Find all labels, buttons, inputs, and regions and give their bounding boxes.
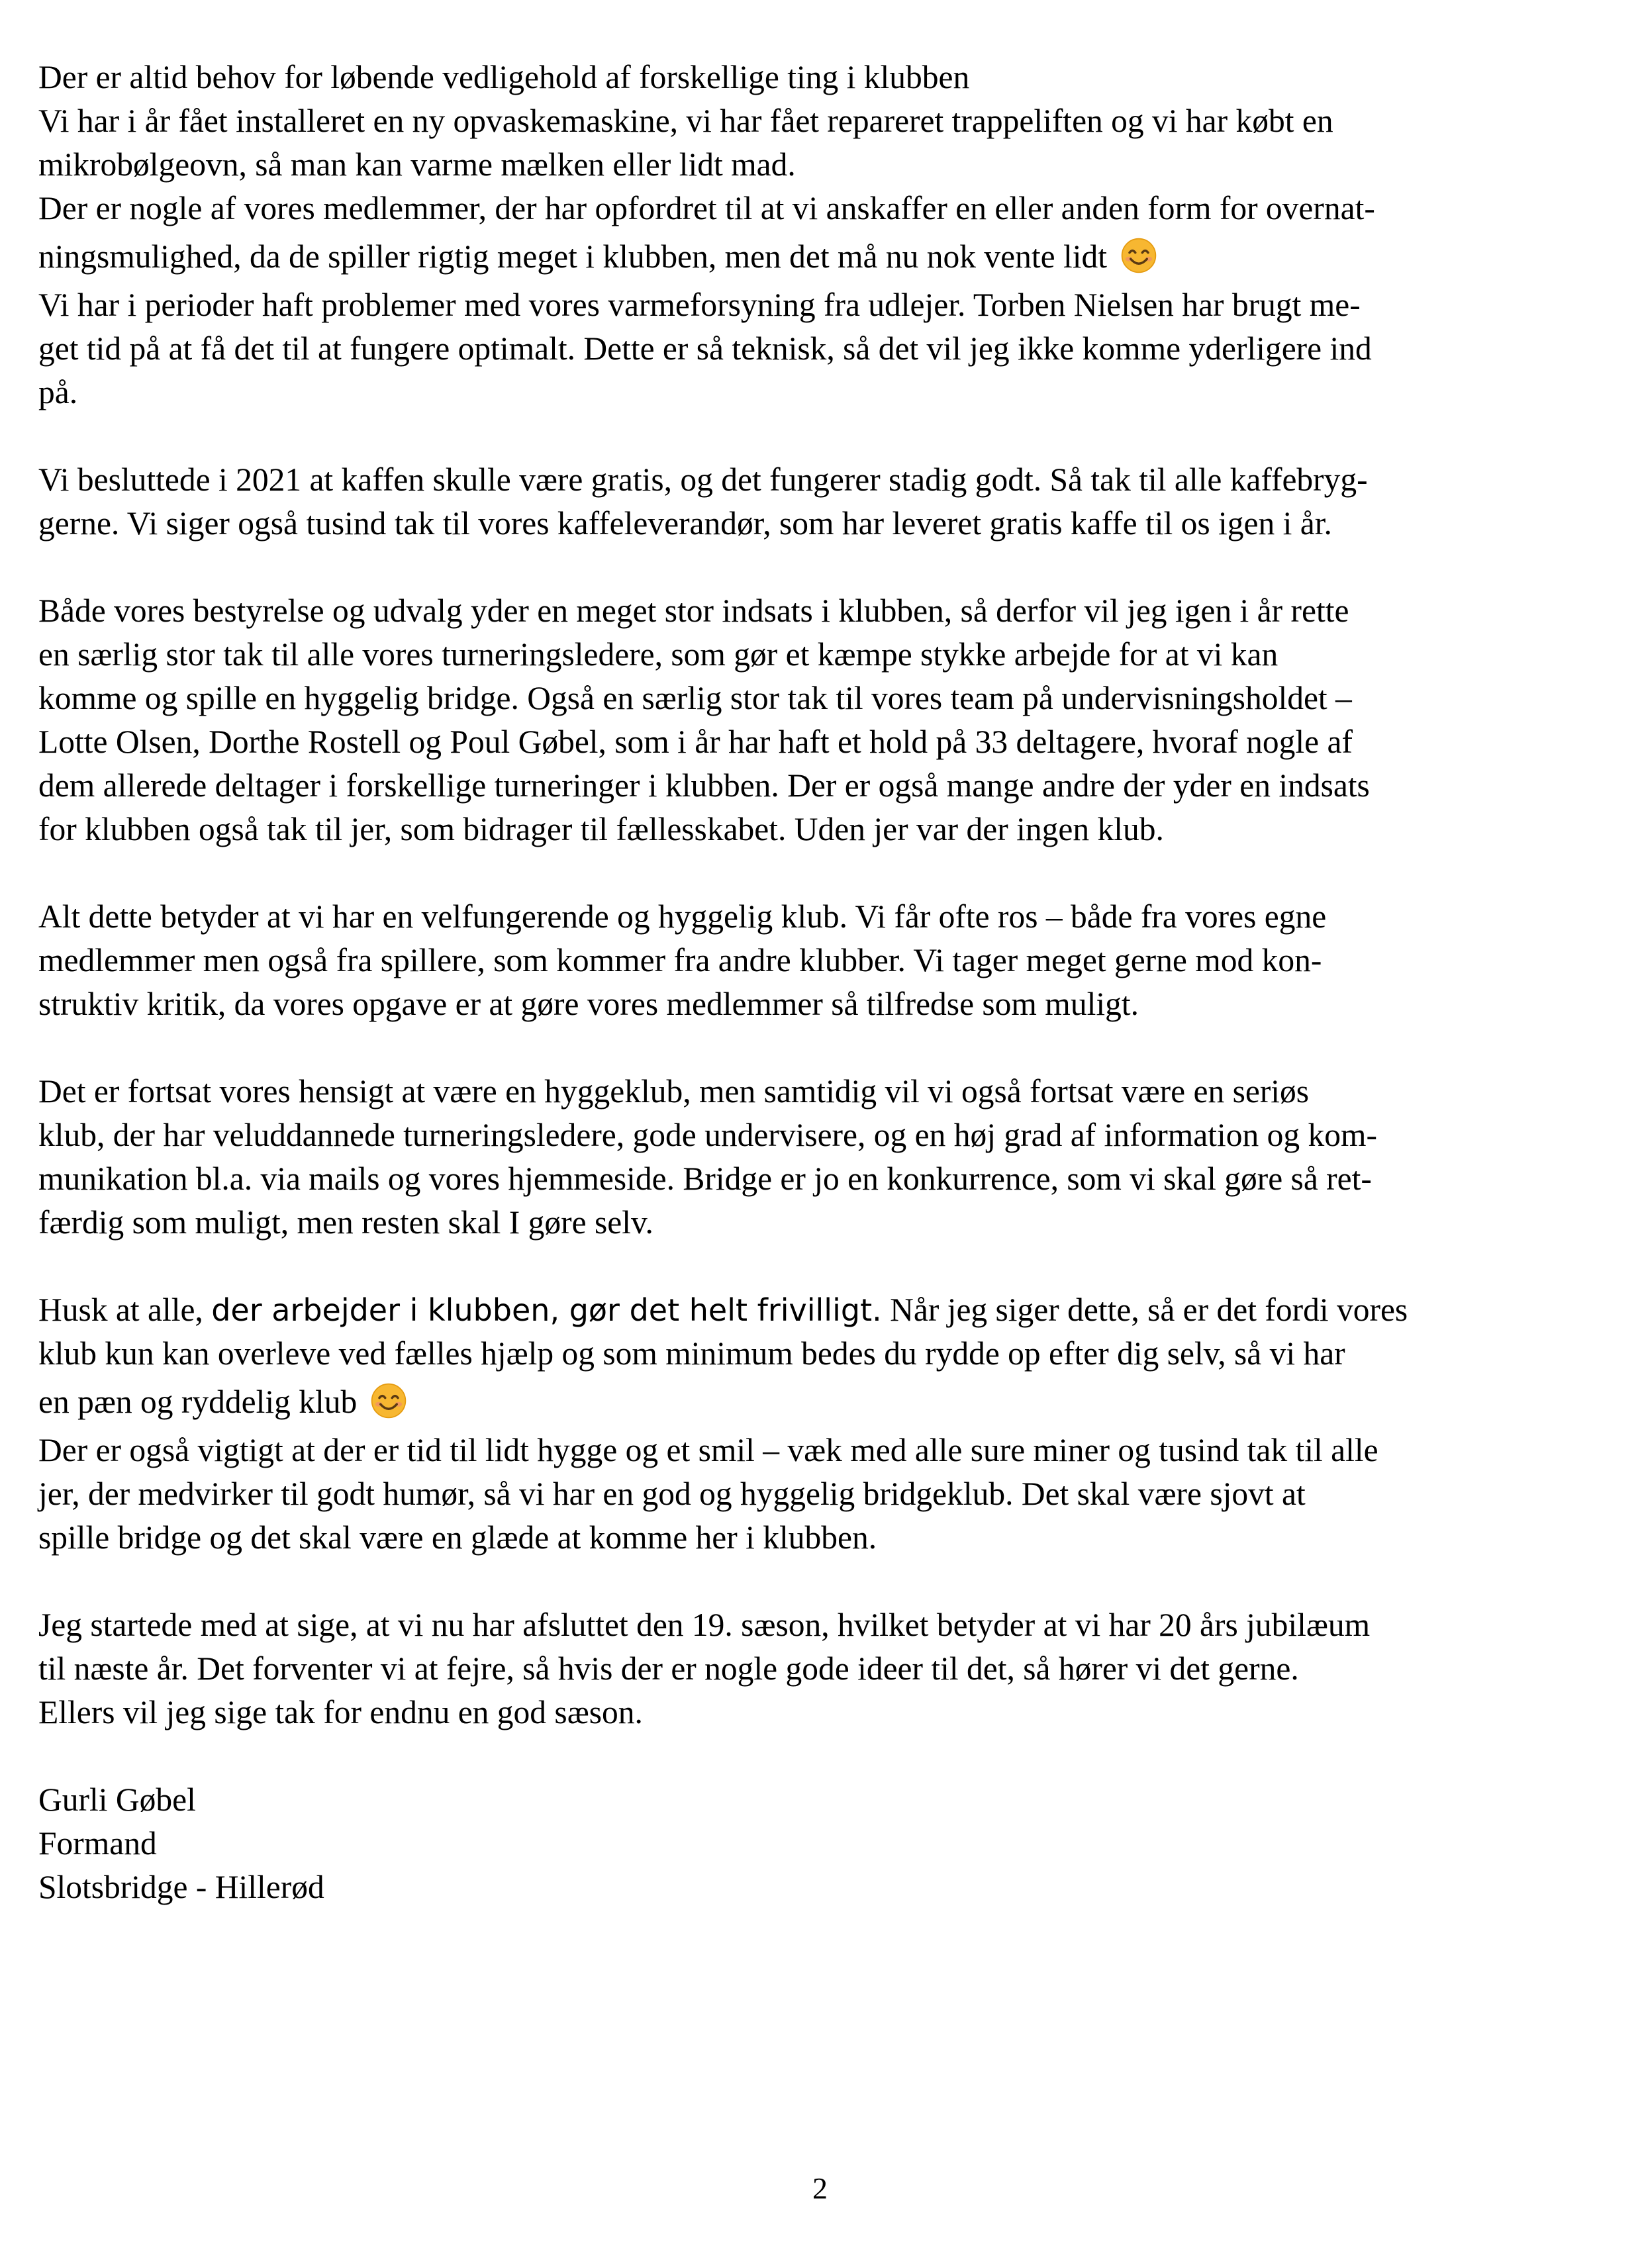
text-segment-sans: der arbejder i klubben, gør det helt frivilligt. [211,1292,882,1328]
text-line: Der er altid behov for løbende vedligehold af forskellige ting i klubben [38,59,970,95]
text-line: en pæn og ryddelig klub [38,1384,358,1420]
text-line: gerne. Vi siger også tusind tak til vores kaffeleverandør, som har leveret gratis kaffe til os igen i år. [38,505,1332,542]
signature-role: Formand [38,1825,157,1862]
text-line: Der er nogle af vores medlemmer, der har opfordret til at vi anskaffer en eller anden form for overnat- [38,190,1375,226]
smiling-face-emoji-icon [370,1382,407,1419]
text-line: ningsmulighed, da de spiller rigtig meget i klubben, men det må nu nok vente lidt [38,238,1107,275]
page-number: 2 [812,2171,828,2205]
paragraph-gap [38,414,1608,458]
text-line: en særlig stor tak til alle vores turneringsledere, som gør et kæmpe stykke arbejde for at vi kan [38,636,1278,673]
text-line: dem allerede deltager i forskellige turneringer i klubben. Der er også mange andre der yder en indsats [38,767,1370,804]
paragraph-gap [38,1026,1608,1070]
text-line: Både vores bestyrelse og udvalg yder en meget stor indsats i klubben, så derfor vil jeg igen i år rette [38,592,1349,629]
text-line: klub, der har veluddannede turneringsledere, gode undervisere, og en høj grad af information og kom- [38,1117,1377,1153]
text-line: Ellers vil jeg sige tak for endnu en god sæson. [38,1694,643,1730]
text-line: spille bridge og det skal være en glæde at komme her i klubben. [38,1519,877,1556]
paragraph-gap [38,545,1608,589]
paragraph-gap [38,851,1608,895]
text-line-with-emoji [38,230,1608,283]
text-line: klub kun kan overleve ved fælles hjælp og som minimum bedes du rydde op efter dig selv, så vi har [38,1335,1345,1372]
text-line: Vi besluttede i 2021 at kaffen skulle være gratis, og det fungerer stadig godt. Så tak til alle kaffebryg- [38,461,1368,498]
text-line: for klubben også tak til jer, som bidrager til fællesskabet. Uden jer var der ingen klub. [38,811,1164,847]
text-line-with-emoji [38,1376,1608,1429]
text-line: Vi har i perioder haft problemer med vores varmeforsyning fra udlejer. Torben Nielsen har brugt me- [38,287,1361,323]
text-line: struktiv kritik, da vores opgave er at gøre vores medlemmer så tilfredse som muligt. [38,986,1139,1022]
text-line: på. [38,374,78,410]
signature-name: Gurli Gøbel [38,1781,196,1818]
text-segment: Når jeg siger dette, så er det fordi vores [890,1292,1408,1328]
text-line: get tid på at få det til at fungere optimalt. Dette er så teknisk, så det vil jeg ikke komme yderligere ind [38,330,1372,367]
signature-club: Slotsbridge - Hillerød [38,1869,324,1905]
paragraph-gap [38,1734,1608,1778]
text-line: medlemmer men også fra spillere, som kommer fra andre klubber. Vi tager meget gerne mod kon- [38,942,1322,978]
text-line: Der er også vigtigt at der er tid til lidt hygge og et smil – væk med alle sure miner og tusind tak til alle [38,1432,1378,1468]
text-line: Det er fortsat vores hensigt at være en hyggeklub, men samtidig vil vi også fortsat være en seriøs [38,1073,1310,1110]
text-line: Jeg startede med at sige, at vi nu har afsluttet den 19. sæson, hvilket betyder at vi har 20 års jubilæum [38,1607,1371,1643]
text-line: Vi har i år fået installeret en ny opvaskemaskine, vi har fået repareret trappeliften og vi har købt en [38,103,1333,139]
text-line: komme og spille en hyggelig bridge. Også en særlig stor tak til vores team på undervisningsholdet – [38,680,1352,716]
text-line: jer, der medvirker til godt humør, så vi har en god og hyggelig bridgeklub. Det skal være sjovt at [38,1476,1306,1512]
text-line: mikrobølgeovn, så man kan varme mælken eller lidt mad. [38,146,796,183]
letter-body [38,56,1608,1909]
text-line: Alt dette betyder at vi har en velfungerende og hyggelig klub. Vi får ofte ros – både fra vores egne [38,898,1327,935]
text-line: munikation bl.a. via mails og vores hjemmeside. Bridge er jo en konkurrence, som vi skal gøre så ret- [38,1160,1372,1197]
paragraph-gap [38,1560,1608,1603]
text-segment: Husk at alle, [38,1292,203,1328]
text-line: Lotte Olsen, Dorthe Rostell og Poul Gøbel, som i år har haft et hold på 33 deltagere, hvoraf nogle af [38,724,1353,760]
smiling-face-emoji-icon [1120,237,1157,274]
text-line-mixed-font [38,1288,1608,1332]
text-line: færdig som muligt, men resten skal I gøre selv. [38,1204,653,1241]
paragraph-gap [38,1245,1608,1288]
text-line: til næste år. Det forventer vi at fejre, så hvis der er nogle gode ideer til det, så hører vi det gerne. [38,1650,1299,1687]
